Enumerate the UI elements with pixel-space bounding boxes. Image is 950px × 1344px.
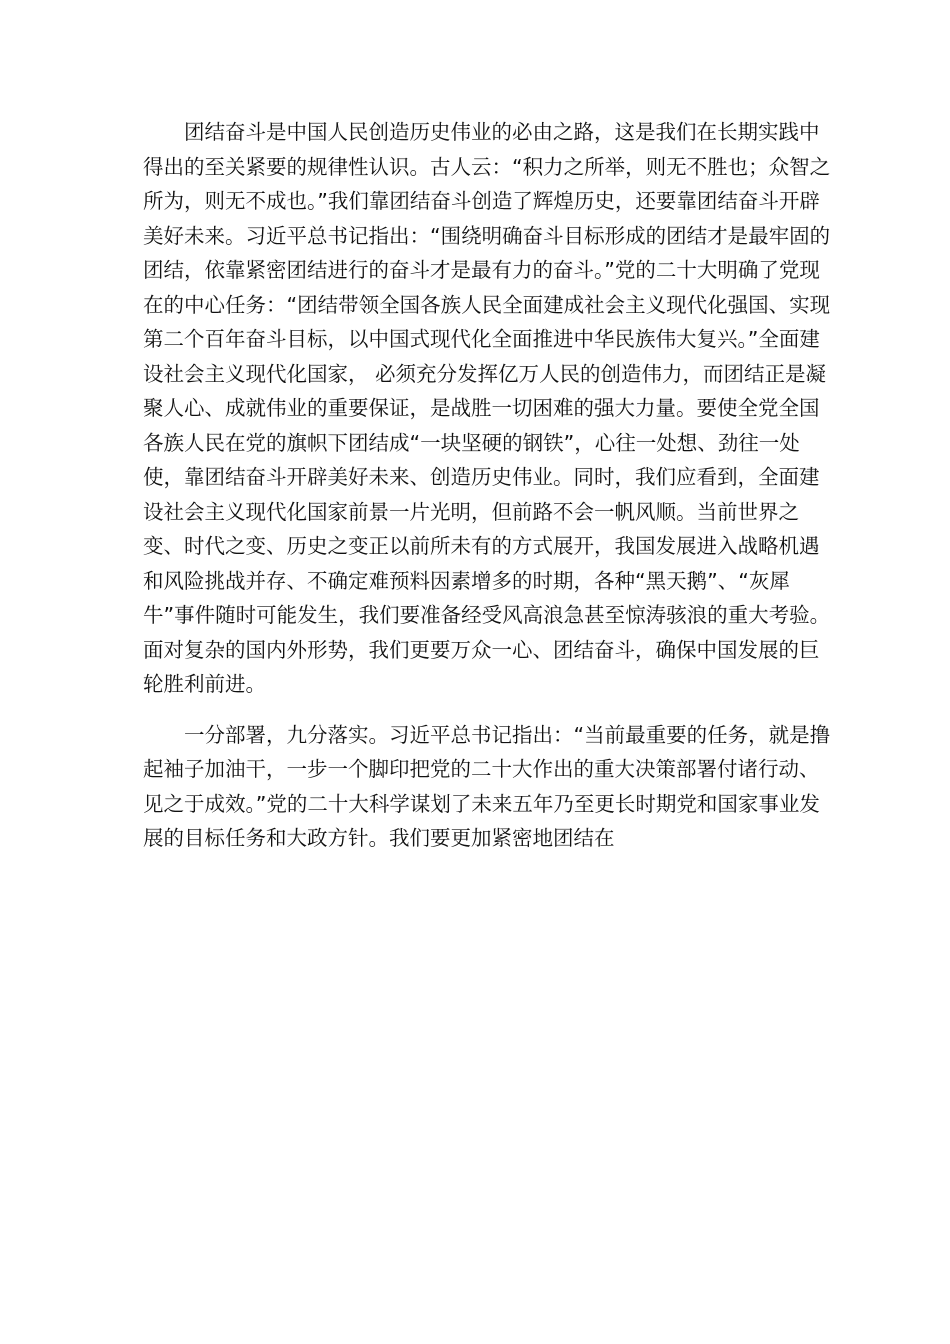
paragraph-unity-struggle: 团结奋斗是中国人民创造历史伟业的必由之路，这是我们在长期实践中得出的至关紧要的规律性认识。古人云：“积力之所举，则无不胜也；众智之所为，则无不成也。”我们靠团结奋斗创造了辉煌历史，还要靠团结奋斗开辟美好未来。习近平总书记指出：“围绕明确奋斗目标形成的团结才是最牢固的团结，依靠紧密团结进行的奋斗才是最有力的奋斗。”党的二十大明确了党现在的中心任务：“团结带领全国各族人民全面建成社会主义现代化强国、实现第二个百年奋斗目标，以中国式现代化全面推进中华民族伟大复兴。”全面建设社会主义现代化国家， 必须充分发挥亿万人民的创造伟力，而团结正是凝聚人心、成就伟业的重要保证，是战胜一切困难的强大力量。要使全党全国各族人民在党的旗帜下团结成“一块坚硬的钢铁”，心往一处想、劲往一处使，靠团结奋斗开辟美好未来、创造历史伟业。同时，我们应看到，全面建设社会主义现代化国家前景一片光明，但前路不会一帆风顺。当前世界之变、时代之变、历史之变正以前所未有的方式展开，我国发展进入战略机遇和风险挑战并存、不确定难预料因素增多的时期，各种“黑天鹅”、“灰犀牛”事件随时可能发生，我们要准备经受风高浪急甚至惊涛骇浪的重大考验。面对复杂的国内外形势，我们更要万众一心、团结奋斗，确保中国发展的巨轮胜利前进。 xyxy=(143,120,831,696)
paragraph-implementation: 一分部署，九分落实。习近平总书记指出：“当前最重要的任务，就是撸起袖子加油干，一步一个脚印把党的二十大作出的重大决策部署付诸行动、见之于成效。”党的二十大科学谋划了未来五年乃至更长时期党和国家事业发展的目标任务和大政方针。我们要更加紧密地团结在 xyxy=(143,722,831,850)
document-body xyxy=(143,115,833,856)
